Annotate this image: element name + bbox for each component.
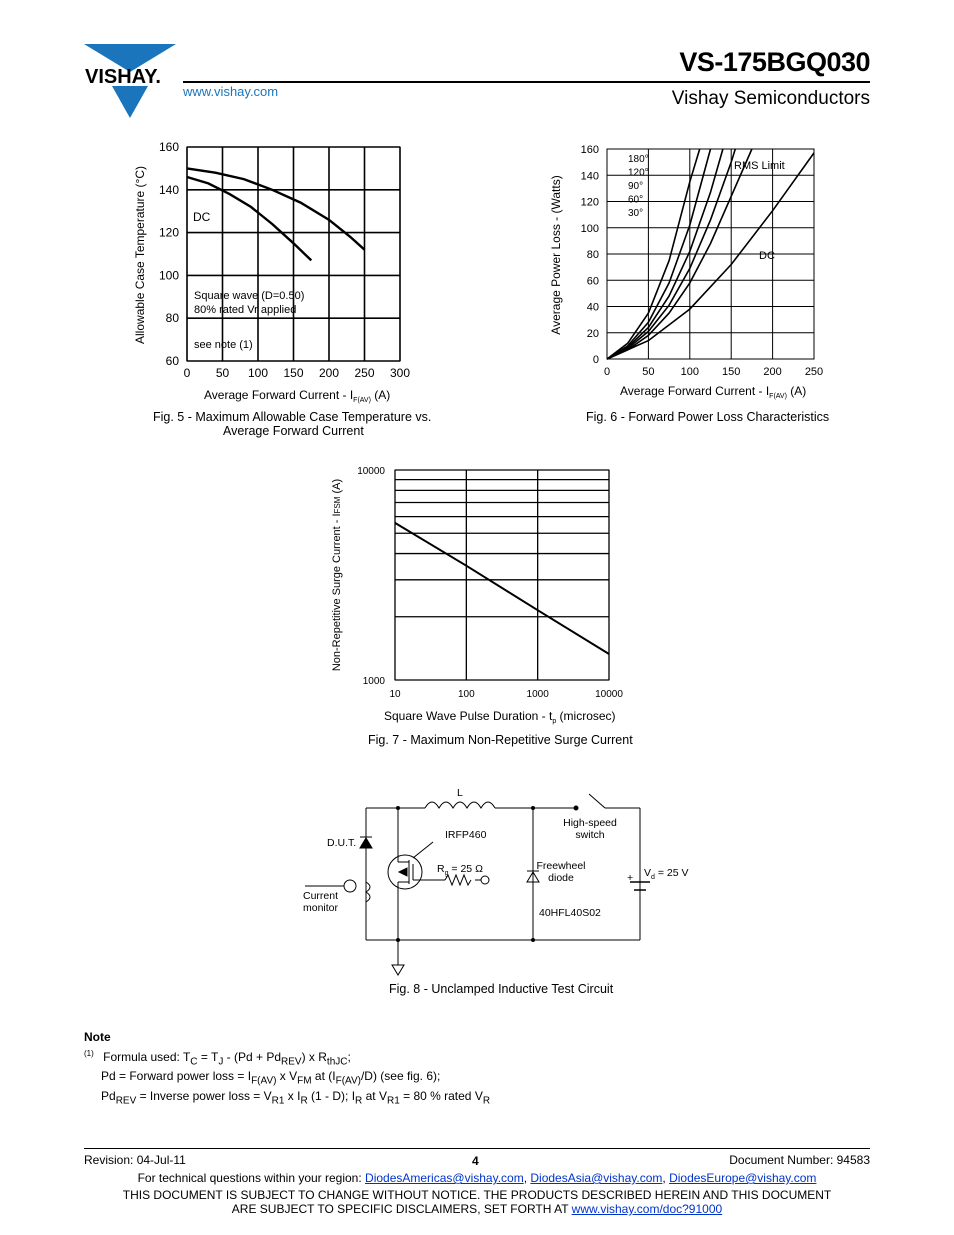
label-switch-1: High-speed — [563, 817, 617, 829]
fig7-xtick-3: 10000 — [595, 689, 623, 700]
fig7-frame — [395, 470, 609, 680]
label-plus: + — [627, 872, 634, 884]
label-diode-part: 40HFL40S02 — [539, 907, 601, 919]
fig5-ylabel: Allowable Case Temperature (°C) — [133, 166, 147, 344]
fig6-ytick-8: 160 — [580, 144, 599, 156]
fig6-ytick-0: 0 — [592, 354, 599, 366]
label-rg: $R_g = 25$ Ω — [437, 863, 483, 877]
fig8-caption: Fig. 8 - Unclamped Inductive Test Circuit — [389, 982, 614, 996]
label-vd: $V_d = 25$ V — [644, 867, 689, 881]
footer-rule — [84, 1148, 870, 1149]
fig6-legend-1: 120° — [628, 167, 649, 179]
label-current-1: Current — [303, 890, 339, 902]
fig6-xtick-2: 100 — [680, 366, 699, 378]
fig5-ytick-3: 120 — [158, 225, 179, 240]
footer-page: 4 — [472, 1154, 479, 1168]
mosfet-arrow — [399, 868, 407, 876]
fig7-xlabel: Square Wave Pulse Duration - $t_p$ (microsec) — [384, 709, 616, 725]
note-line-2: Pd = Forward power loss = $I_{F(AV)}$ x $V_{FM}$ at $(I_{F(AV)}/D)$ (see fig. 6); — [101, 1069, 441, 1087]
fig6-legend-4: 30° — [628, 208, 644, 219]
company-name: Vishay Semiconductors — [671, 88, 870, 109]
fig6-legend-0: 180° — [628, 154, 649, 165]
fig6-xtick-5: 250 — [804, 366, 824, 378]
fig7-ylabel: Non-Repetitive Surge Current - IFSM (A) — [331, 478, 343, 672]
fig6-legend-3: 60° — [628, 194, 644, 206]
fig5-xtick-1: 50 — [215, 366, 230, 380]
fig7-xtick-1: 100 — [457, 689, 475, 700]
fig5-xtick-0: 0 — [183, 366, 191, 380]
fig6-xtick-0: 0 — [603, 366, 611, 378]
inductor-symbol — [425, 802, 495, 808]
irfp-leader — [413, 842, 433, 858]
fig6-caption: Fig. 6 - Forward Power Loss Characteristics — [586, 410, 830, 424]
note-marker: (1) — [84, 1049, 94, 1058]
fig7-ytick-1: 10000 — [357, 466, 385, 477]
label-current-2: monitor — [303, 902, 339, 914]
fig7-xtick-2: 1000 — [526, 689, 549, 700]
fig6-ytick-2: 40 — [586, 301, 599, 314]
fig5-annot-dc: DC — [193, 210, 211, 224]
fig6-xtick-1: 50 — [642, 366, 655, 378]
note-line-1: Formula used: $T_C = T_J - (Pd + Pd_{REV})$ x $R_{thJC}$; — [103, 1050, 351, 1068]
fig6-legend-2: 90° — [628, 181, 644, 192]
email-europe-link[interactable]: DiodesEurope@vishay.com — [669, 1171, 817, 1185]
fig7-ytick-0: 1000 — [362, 676, 385, 687]
fig6-annot-dc: DC — [759, 250, 775, 262]
email-asia-link[interactable]: DiodesAsia@vishay.com — [530, 1171, 663, 1185]
fig6-xtick-3: 150 — [722, 366, 741, 378]
fig6-xtick-4: 200 — [763, 366, 782, 378]
fig7-chart — [320, 460, 630, 730]
fig5-ytick-0: 60 — [165, 354, 179, 368]
note-body — [84, 1046, 490, 1108]
footer-contact: For technical questions within your region: DiodesAmericas@vishay.com, DiodesAsia@vishay.com, DiodesEurope@vishay.com — [137, 1171, 817, 1185]
current-monitor-symbol — [344, 880, 356, 892]
fig6-ylabel: Average Power Loss - (Watts) — [549, 175, 563, 335]
gate-resistor — [445, 875, 471, 885]
fig6-ytick-3: 60 — [586, 275, 599, 288]
label-inductor: L — [457, 787, 463, 799]
fig8-circuit — [295, 780, 689, 980]
fig5-ytick-5: 160 — [158, 140, 179, 154]
ground-symbol — [392, 965, 404, 975]
fig5-series-1 — [187, 168, 365, 249]
disclaimer-link[interactable]: www.vishay.com/doc?91000 — [571, 1202, 723, 1216]
fig6-ytick-6: 120 — [580, 196, 599, 209]
label-switch-2: switch — [575, 829, 605, 841]
fig6-xlabel: Average Forward Current - $I_{F(AV)}$ (A) — [620, 384, 807, 400]
fig7-series-0 — [395, 523, 609, 654]
note-line-3: $Pd_{REV}$ = Inverse power loss = $V_{R1}$ x $I_R$ (1 - D); $I_R$ at $V_{R1} = 80$ % rated $V_R$ — [101, 1088, 491, 1107]
fig5-xtick-2: 100 — [247, 366, 269, 380]
fig5-caption-2: Average Forward Current — [223, 424, 364, 438]
label-freewheel-1: Freewheel — [536, 860, 586, 872]
fig5-annot-3: see note (1) — [194, 339, 253, 351]
part-number: VS-175BGQ030 — [679, 47, 870, 77]
switch-symbol — [589, 794, 605, 808]
fig6-ytick-5: 100 — [580, 222, 599, 235]
fig6-ytick-7: 140 — [580, 170, 599, 183]
fig6-ytick-4: 80 — [586, 249, 599, 261]
email-americas-link[interactable]: DiodesAmericas@vishay.com — [365, 1171, 524, 1185]
fig5-ytick-2: 100 — [158, 268, 179, 283]
label-mosfet: IRFP460 — [445, 829, 487, 841]
fig5-ytick-4: 140 — [158, 182, 179, 197]
dut-diode-symbol — [360, 838, 372, 848]
fig5-xtick-3: 150 — [283, 366, 304, 380]
contact-prefix: For technical questions within your region: — [137, 1171, 366, 1185]
fig6-chart — [540, 135, 840, 410]
vishay-logo — [84, 44, 176, 118]
fig5-xlabel: Average Forward Current - $I_{F(AV)}$ (A) — [204, 388, 391, 404]
fig5-xtick-4: 200 — [318, 366, 340, 380]
fig5-annot-2: 80% rated Vr applied — [194, 304, 297, 316]
switch-node — [574, 806, 578, 810]
note-title: Note — [84, 1030, 111, 1044]
label-freewheel-2: diode — [548, 872, 574, 884]
gate-terminal — [481, 876, 489, 884]
fig5-caption-1: Fig. 5 - Maximum Allowable Case Temperature vs. — [153, 410, 432, 424]
header-rule — [183, 81, 870, 83]
current-monitor-coil — [366, 882, 370, 902]
fig6-annot-rms: RMS Limit — [734, 160, 785, 172]
fig5-ytick-1: 80 — [165, 311, 179, 326]
footer-disclaimer-2: ARE SUBJECT TO SPECIFIC DISCLAIMERS, SET FORTH AT www.vishay.com/doc?91000 — [231, 1202, 723, 1216]
fig5-chart — [120, 135, 420, 410]
fig6-ytick-1: 20 — [586, 327, 599, 340]
footer-doc-number: Document Number: 94583 — [729, 1153, 870, 1167]
fig7-caption: Fig. 7 - Maximum Non-Repetitive Surge Current — [368, 733, 633, 747]
fig7-xtick-0: 10 — [389, 689, 401, 700]
footer-disclaimer-1: THIS DOCUMENT IS SUBJECT TO CHANGE WITHOUT NOTICE. THE PRODUCTS DESCRIBED HEREIN AND THIS DOCUMENT — [122, 1188, 832, 1202]
website-link[interactable]: www.vishay.com — [183, 84, 279, 99]
label-dut: D.U.T. — [327, 837, 357, 849]
brand-text: VISHAY. — [85, 66, 161, 88]
fig5-annot-1: Square wave (D=0.50) — [194, 290, 305, 302]
footer-revision: Revision: 04-Jul-11 — [84, 1153, 186, 1167]
fig5-xtick-6: 300 — [389, 366, 411, 380]
fig5-xtick-5: 250 — [354, 366, 375, 380]
